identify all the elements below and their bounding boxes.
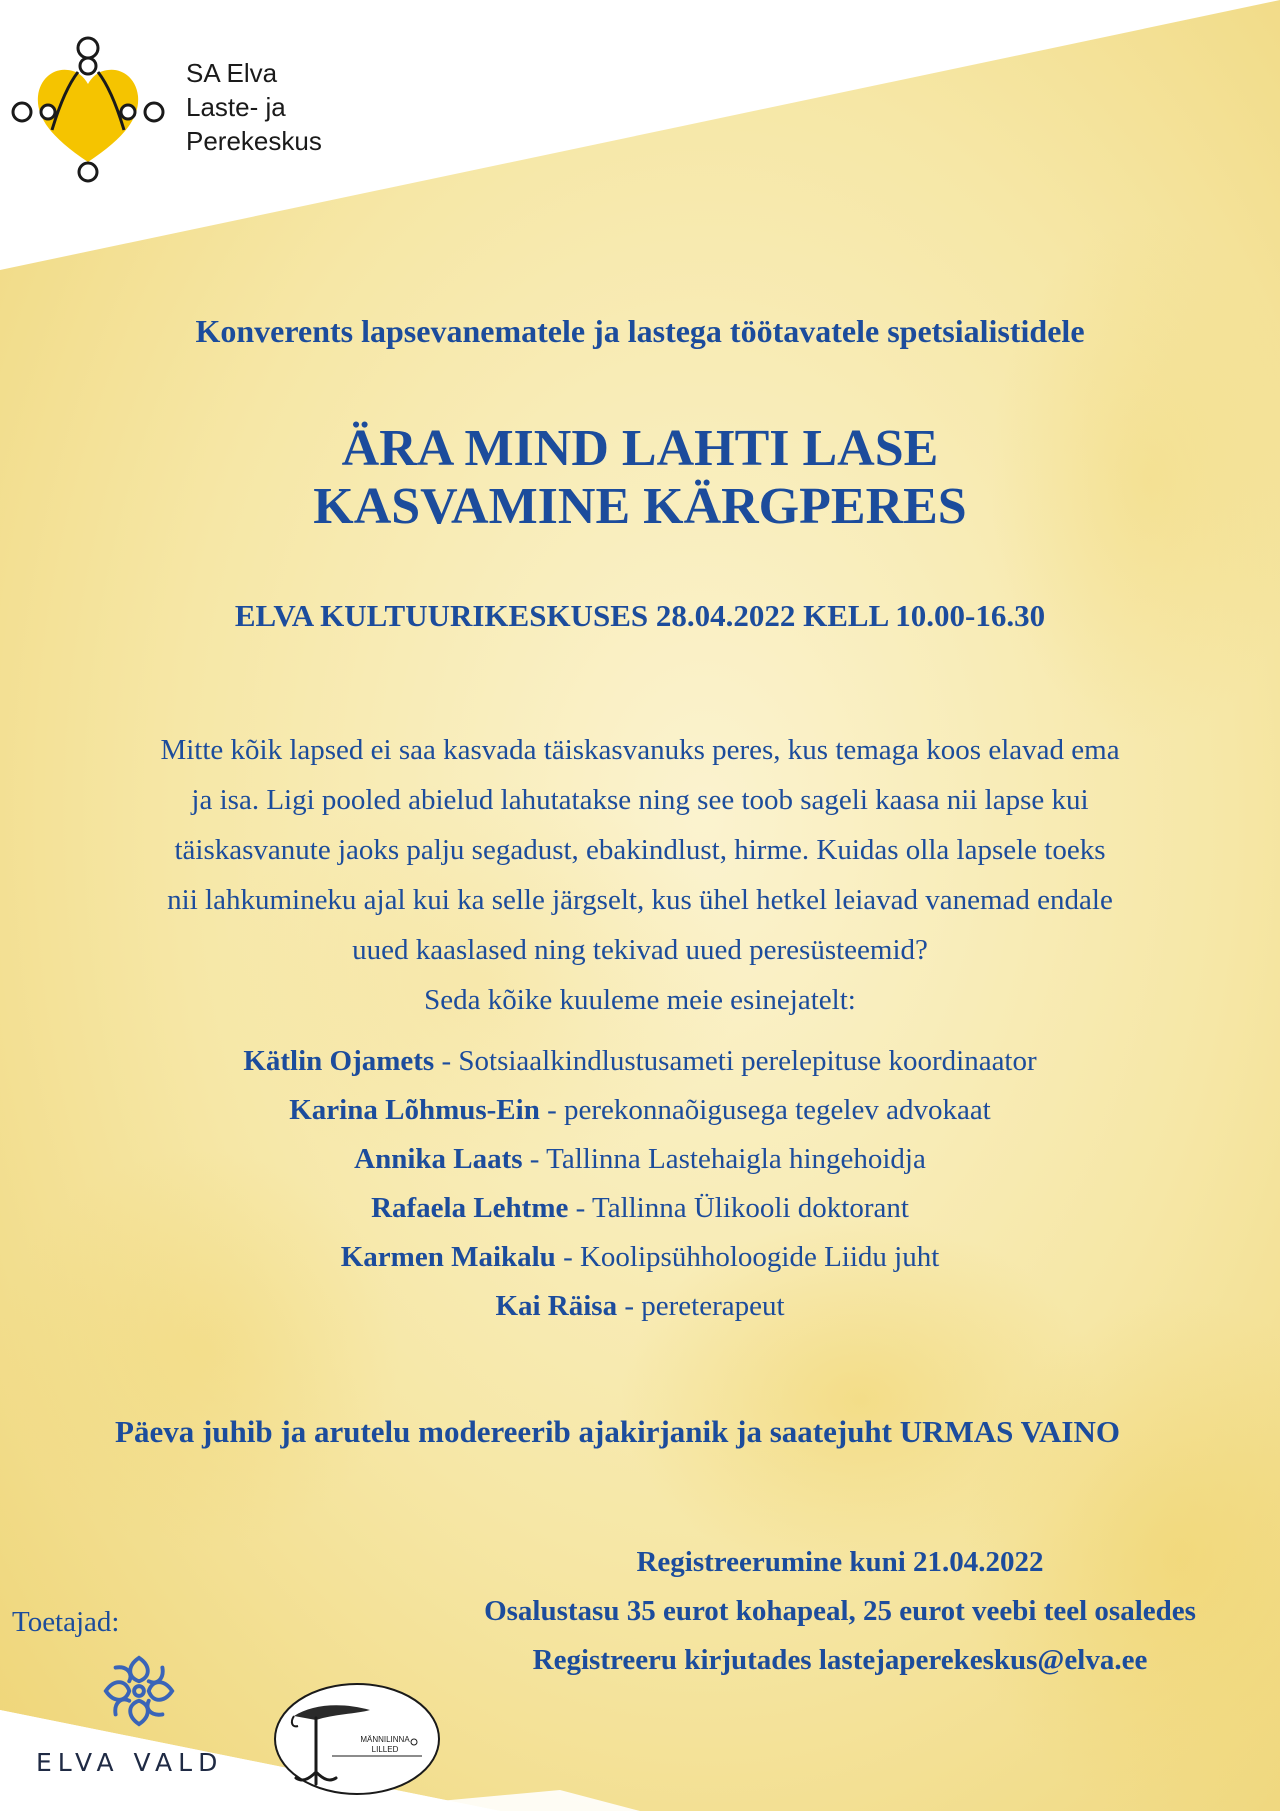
speaker-item xyxy=(0,1233,1280,1282)
mannilinna-logo-line: MÄNNILINNA xyxy=(360,1735,410,1744)
title-line: KASVAMINE KÄRGPERES xyxy=(313,478,967,535)
speaker-item xyxy=(0,1184,1280,1233)
speaker-role: - pereterapeut xyxy=(617,1290,785,1322)
description-line: täiskasvanute jaoks palju segadust, ebakindlust, hirme. Kuidas olla lapsele toeks xyxy=(174,834,1106,866)
description-line: Seda kõike kuuleme meie esinejatelt: xyxy=(424,984,856,1016)
conference-subtitle: Konverents lapsevanematele ja lastega töötavatele spetsialistidele xyxy=(195,313,1085,349)
organization-name xyxy=(186,56,322,158)
speaker-list xyxy=(0,1037,1280,1331)
elva-vald-wordmark: ELVA VALD xyxy=(36,1748,224,1777)
mannilinna-logo-line: LILLED xyxy=(371,1745,399,1754)
speaker-name: Kai Räisa xyxy=(495,1290,618,1322)
speaker-item xyxy=(0,1037,1280,1086)
organization-name-line: SA Elva xyxy=(186,58,278,88)
registration-fee: Osalustasu 35 eurot kohapeal, 25 eurot veebi teel osaledes xyxy=(484,1595,1196,1627)
heart-logo-icon xyxy=(8,30,168,190)
supporters-label: Toetajad: xyxy=(12,1606,120,1638)
elva-vald-emblem-icon xyxy=(100,1652,178,1730)
registration-deadline: Registreerumine kuni 21.04.2022 xyxy=(636,1546,1044,1578)
organization-name-line: Perekeskus xyxy=(186,126,322,156)
organization-name-line: Laste- ja xyxy=(186,92,286,122)
conference-title xyxy=(0,420,1280,536)
speaker-name: Kätlin Ojamets xyxy=(243,1045,435,1077)
speaker-role: - Tallinna Ülikooli doktorant xyxy=(568,1192,909,1224)
speaker-item xyxy=(0,1086,1280,1135)
mannilinna-logo-text xyxy=(330,1735,440,1755)
description xyxy=(20,725,1260,1025)
speaker-item xyxy=(0,1282,1280,1331)
description-line: ja isa. Ligi pooled abielud lahutatakse ning see toob sageli kaasa nii lapse kui xyxy=(191,784,1089,816)
description-line: nii lahkumineku ajal kui ka selle järgselt, kus ühel hetkel leiavad vanemad endale xyxy=(167,884,1113,916)
speaker-name: Annika Laats xyxy=(354,1143,523,1175)
description-line: Mitte kõik lapsed ei saa kasvada täiskasvanuks peres, kus temaga koos elavad ema xyxy=(160,734,1120,766)
speaker-name: Rafaela Lehtme xyxy=(371,1192,569,1224)
speaker-role: - Koolipsühholoogide Liidu juht xyxy=(555,1241,940,1273)
speaker-role: - perekonnaõigusega tegelev advokaat xyxy=(539,1094,991,1126)
speaker-name: Karina Lõhmus-Ein xyxy=(289,1094,540,1126)
speaker-item xyxy=(0,1135,1280,1184)
event-location-time: ELVA KULTUURIKESKUSES 28.04.2022 KELL 10.00-16.30 xyxy=(234,598,1046,633)
registration-info xyxy=(400,1538,1280,1685)
speaker-role: - Sotsiaalkindlustusameti perelepituse koordinaator xyxy=(434,1045,1037,1077)
speaker-role: - Tallinna Lastehaigla hingehoidja xyxy=(522,1143,926,1175)
description-line: uued kaaslased ning tekivad uued peresüsteemid? xyxy=(352,934,928,966)
title-line: ÄRA MIND LAHTI LASE xyxy=(341,420,939,477)
speaker-name: Karmen Maikalu xyxy=(340,1241,556,1273)
registration-contact: Registreeru kirjutades lastejaperekeskus@elva.ee xyxy=(532,1644,1148,1676)
moderator-note: Päeva juhib ja arutelu modereerib ajakirjanik ja saatejuht URMAS VAINO xyxy=(115,1414,1120,1449)
